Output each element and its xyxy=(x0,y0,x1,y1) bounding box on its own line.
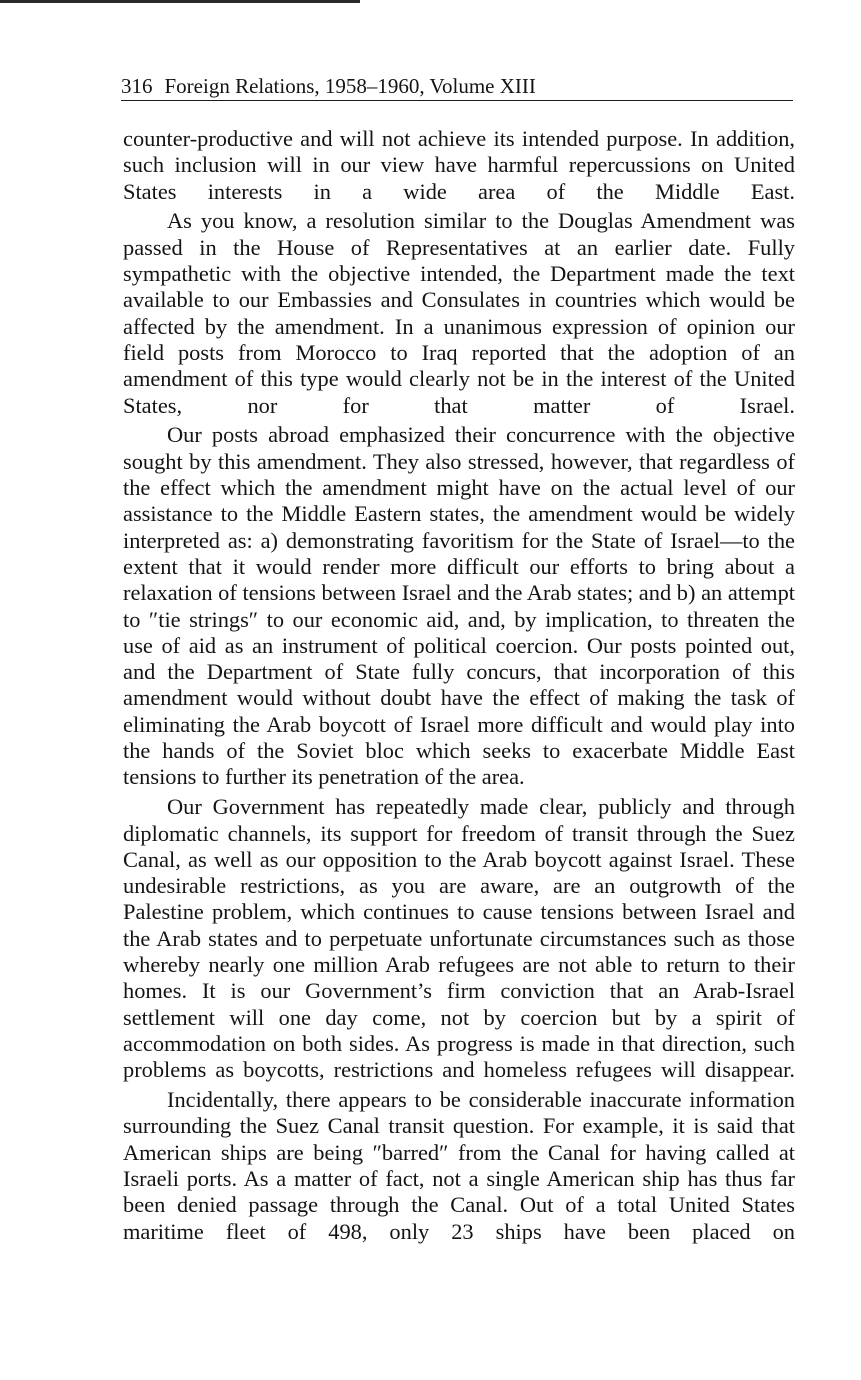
body-text xyxy=(123,126,795,1245)
paragraph: As you know, a resolution similar to the Douglas Amendment was passed in the House of Representatives at an earlier date. Fully sympathetic with the objective intended, the Department made the text available to our Embassies and Consulates in countries which would be affected by the amendment. In a unanimous expression of opinion our field posts from Morocco to Iraq reported that the adoption of an amendment of this type would clearly not be in the interest of the United States, nor for that matter of Israel. xyxy=(123,208,795,418)
page-number: 316 xyxy=(121,74,153,98)
running-title: Foreign Relations, 1958–1960, Volume XIII xyxy=(164,74,536,98)
scan-edge-mark xyxy=(0,0,360,3)
paragraph: counter-productive and will not achieve its intended purpose. In addition, such inclusion will in our view have harmful repercussions on United States interests in a wide area of the Middle East. xyxy=(123,126,795,204)
paragraph: Our Government has repeatedly made clear, publicly and through diplomatic channels, its support for freedom of transit through the Suez Canal, as well as our opposition to the Arab boycott against Israel. These undesirable restrictions, as you are aware, are an outgrowth of the Palestine problem, which continues to cause tensions between Israel and the Arab states and to perpetuate unfortunate circumstances such as those whereby nearly one million Arab refugees are not able to return to their homes. It is our Government’s firm conviction that an Arab-Israel settlement will one day come, not by coercion but by a spirit of accommodation on both sides. As progress is made in that direction, such problems as boycotts, restrictions and homeless refugees will disappear. xyxy=(123,794,795,1083)
paragraph: Our posts abroad emphasized their concurrence with the objective sought by this amendment. They also stressed, however, that regardless of the effect which the amendment might have on the actual level of our assistance to the Middle Eastern states, the amendment would be widely interpreted as: a) demonstrating favoritism for the State of Israel—to the extent that it would render more difficult our efforts to bring about a relaxation of tensions between Israel and the Arab states; and b) an attempt to ″tie strings″ to our economic aid, and, by implication, to threaten the use of aid as an instrument of political coercion. Our posts pointed out, and the Department of State fully concurs, that incorporation of this amendment would without doubt have the effect of making the task of eliminating the Arab boycott of Israel more difficult and would play into the hands of the Soviet bloc which seeks to exacerbate Middle East tensions to further its penetration of the area. xyxy=(123,422,795,790)
paragraph: Incidentally, there appears to be considerable inaccurate information surrounding the Suez Canal transit question. For example, it is said that American ships are being ″barred″ from the Canal for having called at Israeli ports. As a matter of fact, not a single American ship has thus far been denied passage through the Canal. Out of a total United States maritime fleet of 498, only 23 ships have been placed on xyxy=(123,1087,795,1244)
running-header xyxy=(121,72,793,101)
